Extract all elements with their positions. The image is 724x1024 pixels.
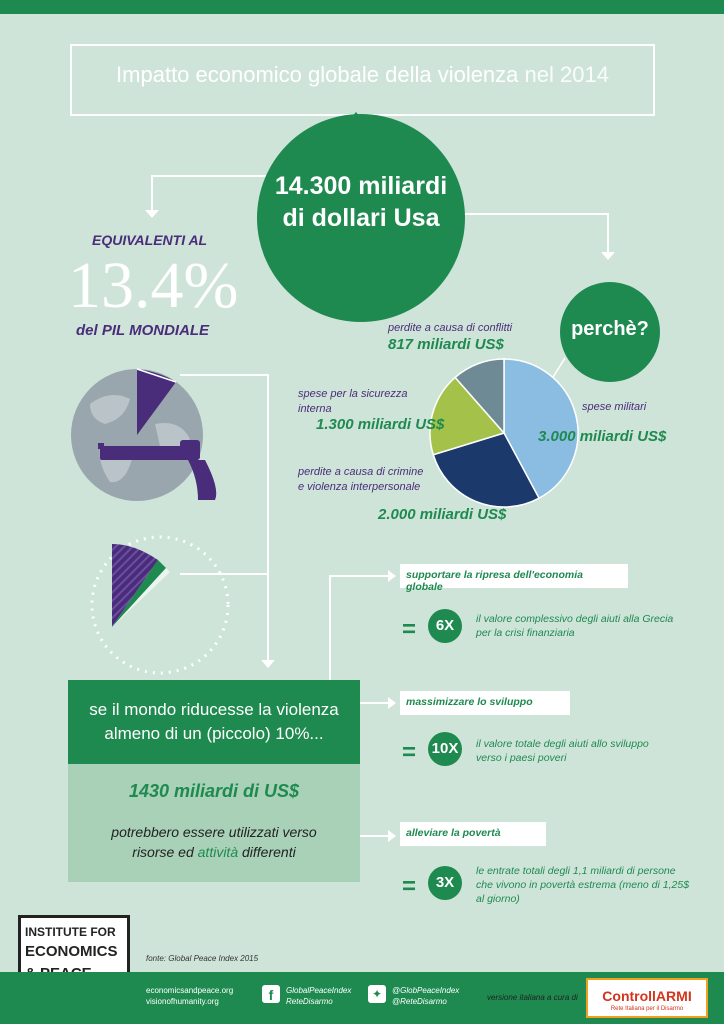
use-title-economy: supportare la ripresa dell'economia globale bbox=[400, 564, 628, 588]
conflicts-value: 817 miliardi US$ bbox=[388, 336, 504, 353]
military-label: spese militari bbox=[582, 401, 647, 413]
equals-sign: = bbox=[402, 616, 417, 643]
military-value: 3.000 miliardi US$ bbox=[538, 428, 667, 445]
gdp-percent: 13.4% bbox=[68, 249, 239, 322]
total-amount: 14.300 miliardi di dollari Usa bbox=[274, 172, 448, 232]
factor-badge: 3X bbox=[428, 866, 462, 900]
use-description: il valore complessivo degli aiuti alla Grecia per la crisi finanziaria bbox=[476, 613, 674, 639]
page-title: Impatto economico globale della violenza nel 2014 bbox=[116, 62, 609, 87]
slice-illustration bbox=[80, 530, 240, 680]
site-link-2[interactable]: visionofhumanity.org bbox=[146, 997, 219, 1006]
site-link-1[interactable]: economicsandpeace.org bbox=[146, 986, 234, 995]
twitter-icon[interactable]: ✦ bbox=[368, 985, 386, 1003]
factor-badge: 6X bbox=[428, 609, 462, 643]
security-label: spese per la sicurezza interna bbox=[298, 388, 408, 415]
facebook-icon[interactable]: f bbox=[262, 985, 280, 1003]
gdp-label: del PIL MONDIALE bbox=[76, 322, 210, 339]
equals-sign: = bbox=[402, 873, 417, 900]
equivalent-label: EQUIVALENTI AL bbox=[92, 232, 208, 248]
conflicts-label: perdite a causa di conflitti bbox=[388, 322, 513, 334]
logo-text: ControllARMI bbox=[602, 988, 692, 1004]
use-title-development: massimizzare lo sviluppo bbox=[400, 691, 570, 715]
savings-amount: 1430 miliardi di US$ bbox=[128, 781, 300, 801]
crime-label: perdite a causa di crimine e violenza interpersonale bbox=[298, 466, 424, 493]
equals-sign: = bbox=[402, 739, 417, 766]
source-note: fonte: Global Peace Index 2015 bbox=[146, 954, 259, 963]
factor-badge: 10X bbox=[428, 732, 462, 766]
security-value: 1.300 miliardi US$ bbox=[316, 416, 445, 433]
use-description: il valore totale degli aiuti allo sviluppo verso i paesi poveri bbox=[476, 738, 649, 764]
institute-logo: INSTITUTE FOR ECONOMICS bbox=[18, 915, 130, 1005]
why-label: perchè? bbox=[571, 318, 649, 340]
savings-usage-text: potrebbero essere utilizzati verso risorse ed attività differenti bbox=[111, 824, 317, 860]
use-title-poverty: alleviare la povertà bbox=[400, 822, 546, 846]
globe-gun-illustration bbox=[70, 364, 240, 514]
footer-sites bbox=[146, 985, 233, 1007]
reduction-text: se il mondo riducesse la violenza almeno di un (piccolo) 10%... bbox=[89, 700, 339, 743]
logo-subtitle: Rete Italiana per il Disarmo bbox=[610, 1006, 684, 1012]
twitter-accounts[interactable]: @GlobPeaceIndex @ReteDisarmo bbox=[392, 986, 460, 1006]
speech-tail bbox=[344, 112, 368, 126]
facebook-accounts[interactable]: GlobalPeaceIndex ReteDisarmo bbox=[286, 986, 352, 1006]
credit-label: versione italiana a cura di bbox=[487, 993, 578, 1002]
use-description: le entrate totali degli 1,1 miliardi di persone che vivono in povertà estrema (meno di 1,25$ al giorno) bbox=[476, 865, 690, 905]
crime-value: 2.000 miliardi US$ bbox=[378, 506, 507, 523]
